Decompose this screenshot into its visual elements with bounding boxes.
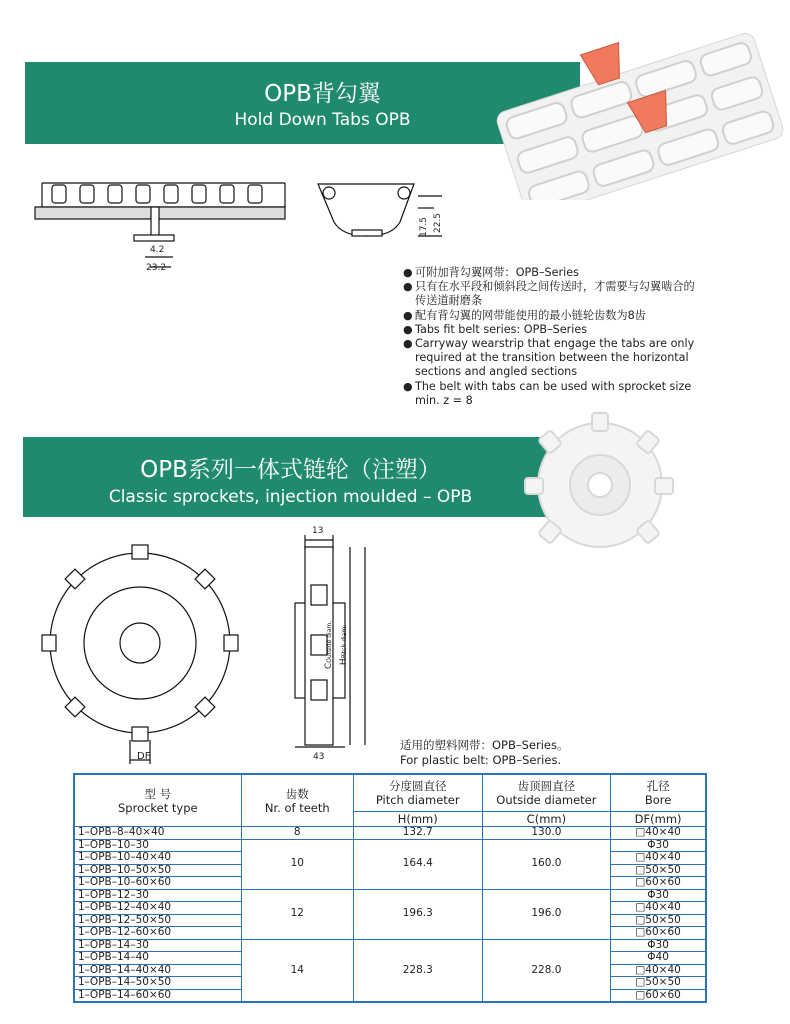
bullet-text: 只有在水平段和倾斜段之间传送时，才需要与勾翼啮合的传送道耐磨条 xyxy=(415,280,695,308)
table-row xyxy=(74,827,706,840)
cell-type: 1–OPB–14–30 xyxy=(74,939,241,952)
cell-outside: 196.0 xyxy=(482,889,611,939)
cell-teeth: 12 xyxy=(241,889,353,939)
cell-type: 1–OPB–12–30 xyxy=(74,889,241,902)
cell-bore: □60×60 xyxy=(611,877,706,890)
section-title-cn: OPB系列一体式链轮（注塑） xyxy=(140,457,441,483)
bullet-item: ● The belt with tabs can be used with sprocket size min. z = 8 xyxy=(403,380,703,408)
cell-type: 1–OPB–12–50×50 xyxy=(74,914,241,927)
header-bore xyxy=(611,774,706,812)
cell-bore: □40×40 xyxy=(611,964,706,977)
cell-pitch: 228.3 xyxy=(353,939,482,1002)
cell-type: 1–OPB–8–40×40 xyxy=(74,827,241,840)
dim-pitch-diam xyxy=(339,625,349,665)
cell-bore: □40×40 xyxy=(611,852,706,865)
cell-bore: □60×60 xyxy=(611,927,706,940)
cell-bore: Φ30 xyxy=(611,889,706,902)
table-row xyxy=(74,889,706,902)
dim-h-sub: Pitch diam. xyxy=(341,624,349,659)
dim-43: 43 xyxy=(313,752,325,762)
sprocket-front-drawing xyxy=(38,540,248,770)
header-pitch-en: Pitch diameter xyxy=(375,793,460,807)
sprocket-side-drawing xyxy=(285,525,385,760)
sprocket-spec-table xyxy=(73,773,707,1003)
cell-type: 1–OPB–14–40×40 xyxy=(74,964,241,977)
bullet-text: Carryway wearstrip that engage the tabs are only required at the transition between the horizontal sections and angled sections xyxy=(415,337,695,379)
cell-bore: □50×50 xyxy=(611,864,706,877)
dim-17-5: 17.5 xyxy=(419,216,430,238)
cell-bore: □50×50 xyxy=(611,977,706,990)
cell-bore: □40×40 xyxy=(611,902,706,915)
cell-bore: Φ30 xyxy=(611,839,706,852)
cell-type: 1–OPB–12–40×40 xyxy=(74,902,241,915)
section-title-en: Classic sprockets, injection moulded – OPB xyxy=(108,487,473,507)
header-outside-en: Outside diameter xyxy=(496,793,597,807)
cell-outside: 228.0 xyxy=(482,939,611,1002)
dim-22-5: 22.5 xyxy=(433,212,444,234)
header-pitch xyxy=(353,774,482,812)
header-teeth xyxy=(241,774,353,827)
belt-end-profile-drawing xyxy=(312,178,447,250)
sprocket-photo xyxy=(512,405,682,555)
section-title-cn: OPB背勾翼 xyxy=(264,81,381,107)
dim-c-sub: Outside diam. xyxy=(326,620,334,663)
cell-type: 1–OPB–10–50×50 xyxy=(74,864,241,877)
unit-bore: DF(mm) xyxy=(611,812,706,827)
dim-4-2: 4.2 xyxy=(150,245,165,255)
bullet-text: Tabs fit belt series: OPB–Series xyxy=(415,322,588,336)
header-outside-cn: 齿顶圆直径 xyxy=(517,779,576,793)
note-cn: 适用的塑料网带：OPB–Series。 xyxy=(400,738,569,752)
feature-bullets xyxy=(403,266,703,408)
cell-type: 1–OPB–10–40×40 xyxy=(74,852,241,865)
bullet-item: ● 配有背勾翼的网带能使用的最小链轮齿数为8齿 xyxy=(403,308,646,322)
table-header-row xyxy=(74,774,706,812)
section-title-en: Hold Down Tabs OPB xyxy=(234,110,411,130)
cell-outside: 130.0 xyxy=(482,827,611,840)
cell-teeth: 14 xyxy=(241,939,353,1002)
cell-type: 1–OPB–12–60×60 xyxy=(74,927,241,940)
bullet-text: 可附加背勾翼网带：OPB–Series xyxy=(415,266,579,279)
header-type xyxy=(74,774,241,827)
cell-type: 1–OPB–14–60×60 xyxy=(74,989,241,1002)
section-sprockets-banner xyxy=(23,437,558,517)
cell-pitch: 132.7 xyxy=(353,827,482,840)
cell-bore: □60×60 xyxy=(611,989,706,1002)
header-teeth-en: Nr. of teeth xyxy=(264,800,330,815)
unit-outside: C(mm) xyxy=(482,812,611,827)
cell-teeth: 8 xyxy=(241,827,353,840)
cell-bore: □40×40 xyxy=(611,827,706,840)
note-en: For plastic belt: OPB–Series. xyxy=(400,753,562,767)
cell-type: 1–OPB–10–30 xyxy=(74,839,241,852)
cell-type: 1–OPB–10–60×60 xyxy=(74,877,241,890)
dim-h-label: H xyxy=(339,658,350,666)
cell-bore: Φ30 xyxy=(611,939,706,952)
header-pitch-cn: 分度圆直径 xyxy=(388,779,447,793)
header-bore-en: Bore xyxy=(644,793,672,807)
header-teeth-cn: 齿数 xyxy=(285,786,309,801)
cell-type: 1–OPB–14–50×50 xyxy=(74,977,241,990)
bullet-text: 配有背勾翼的网带能使用的最小链轮齿数为8齿 xyxy=(415,308,646,322)
bullet-item: ● Tabs fit belt series: OPB–Series xyxy=(403,322,588,336)
cell-pitch: 164.4 xyxy=(353,839,482,889)
belt-with-tabs-photo xyxy=(495,30,785,200)
unit-pitch: H(mm) xyxy=(353,812,482,827)
header-outside xyxy=(482,774,611,812)
cell-teeth: 10 xyxy=(241,839,353,889)
belt-note xyxy=(400,738,569,768)
bullet-text: The belt with tabs can be used with sprocket size min. z = 8 xyxy=(415,379,692,407)
bullet-item: ● 可附加背勾翼网带：OPB–Series xyxy=(403,266,579,279)
header-type-cn: 型 号 xyxy=(144,786,172,801)
header-bore-cn: 孔径 xyxy=(646,779,670,793)
dim-df: DF xyxy=(137,751,151,762)
table-row xyxy=(74,939,706,952)
table-row xyxy=(74,839,706,852)
cell-bore: □50×50 xyxy=(611,914,706,927)
cell-bore: Φ40 xyxy=(611,952,706,965)
cell-pitch: 196.3 xyxy=(353,889,482,939)
dim-c-label: C xyxy=(324,662,335,670)
dim-23-2: 23.2 xyxy=(146,263,167,273)
belt-side-profile-drawing xyxy=(30,175,290,275)
dim-outside-diam xyxy=(324,621,334,669)
dim-13: 13 xyxy=(312,526,324,536)
header-type-en: Sprocket type xyxy=(118,800,198,815)
cell-type: 1–OPB–14–40 xyxy=(74,952,241,965)
cell-outside: 160.0 xyxy=(482,839,611,889)
bullet-item: ● 只有在水平段和倾斜段之间传送时，才需要与勾翼啮合的传送道耐磨条 xyxy=(403,280,703,308)
bullet-item: ● Carryway wearstrip that engage the tabs are only required at the transition between the horizontal sections and angled sections xyxy=(403,337,703,380)
